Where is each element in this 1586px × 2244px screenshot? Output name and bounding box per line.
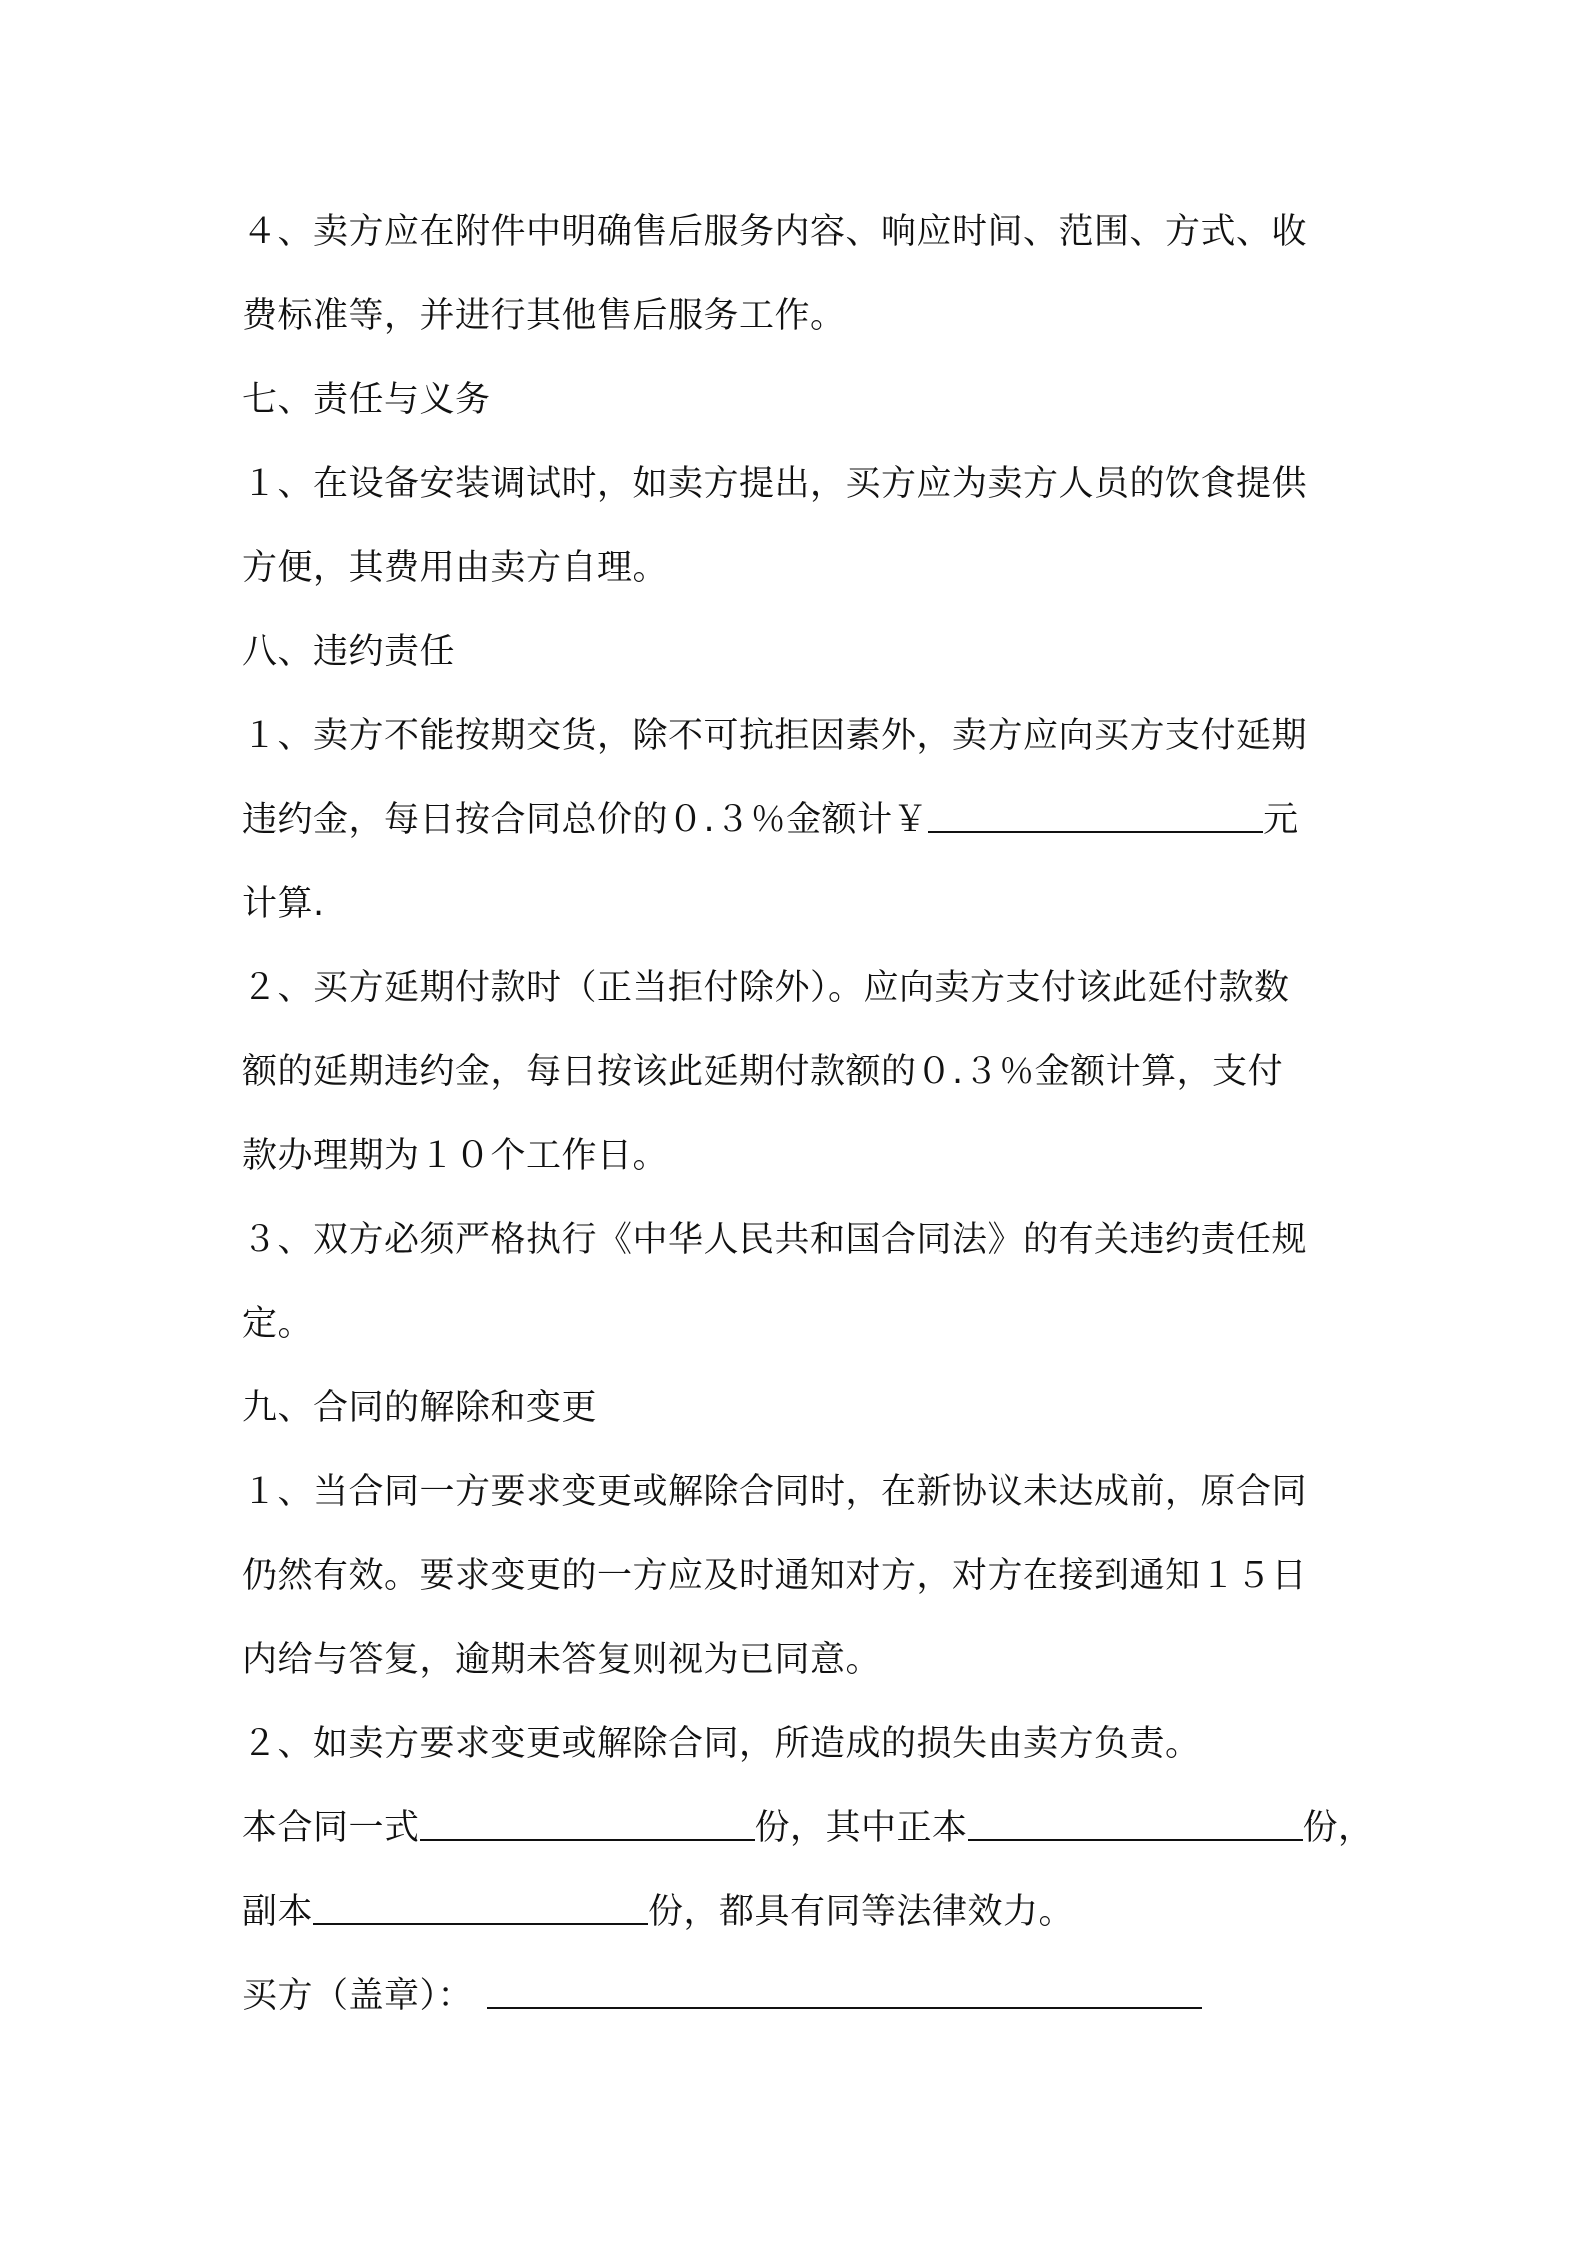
duplicate-line <box>242 1870 1382 1954</box>
copies-label: 本合同一式 <box>242 1808 420 1848</box>
paragraph-line: 费标准等，并进行其他售后服务工作。 <box>242 296 846 336</box>
penalty-text: 违约金，每日按合同总价的０.３％金额计￥ <box>242 800 929 840</box>
penalty-amount-blank[interactable] <box>928 791 1263 833</box>
penalty-amount-line <box>242 778 1382 862</box>
paragraph-line: ３、双方必须严格执行《中华人民共和国合同法》的有关违约责任规 <box>242 1220 1308 1260</box>
duplicate-label: 副本 <box>242 1892 314 1932</box>
paragraph-line: 内给与答复，逾期未答复则视为已同意。 <box>242 1640 882 1680</box>
penalty-unit: 元 <box>1263 800 1299 840</box>
paragraph-line: ４、卖方应在附件中明确售后服务内容、响应时间、范围、方式、收 <box>242 212 1308 252</box>
paragraph-line: １、在设备安装调试时，如卖方提出，买方应为卖方人员的饮食提供 <box>242 464 1308 504</box>
total-copies-blank[interactable] <box>420 1799 755 1841</box>
paragraph-line: ２、买方延期付款时（正当拒付除外）。应向卖方支付该此延付款数 <box>242 968 1290 1008</box>
copies-line <box>242 1786 1382 1870</box>
paragraph-line: １、当合同一方要求变更或解除合同时，在新协议未达成前，原合同 <box>242 1472 1308 1512</box>
buyer-seal-label: 买方（盖章）： <box>242 1976 474 2016</box>
paragraph-line: 仍然有效。要求变更的一方应及时通知对方，对方在接到通知１５日 <box>242 1556 1308 1596</box>
duplicate-text: 份，都具有同等法律效力。 <box>648 1892 1075 1932</box>
section-heading: 九、合同的解除和变更 <box>242 1388 598 1428</box>
buyer-seal-blank[interactable] <box>487 1967 1202 2009</box>
section-heading: 八、违约责任 <box>242 632 456 672</box>
copies-unit: 份， <box>1302 1808 1374 1848</box>
paragraph-line: 款办理期为１０个工作日。 <box>242 1136 669 1176</box>
original-copies-blank[interactable] <box>968 1799 1303 1841</box>
paragraph-line: １、卖方不能按期交货，除不可抗拒因素外，卖方应向买方支付延期 <box>242 716 1308 756</box>
buyer-signature-line <box>242 1954 1382 2038</box>
section-heading: 七、责任与义务 <box>242 380 491 420</box>
duplicate-copies-blank[interactable] <box>313 1883 648 1925</box>
paragraph-line: ２、如卖方要求变更或解除合同，所造成的损失由卖方负责。 <box>242 1724 1201 1764</box>
paragraph-line: 计算. <box>242 884 325 924</box>
paragraph-line: 方便，其费用由卖方自理。 <box>242 548 669 588</box>
contract-page <box>242 190 1382 2038</box>
paragraph-line: 定。 <box>242 1304 314 1344</box>
originals-label: 份，其中正本 <box>754 1808 968 1848</box>
paragraph-line: 额的延期违约金，每日按该此延期付款额的０.３％金额计算，支付 <box>242 1052 1284 1092</box>
